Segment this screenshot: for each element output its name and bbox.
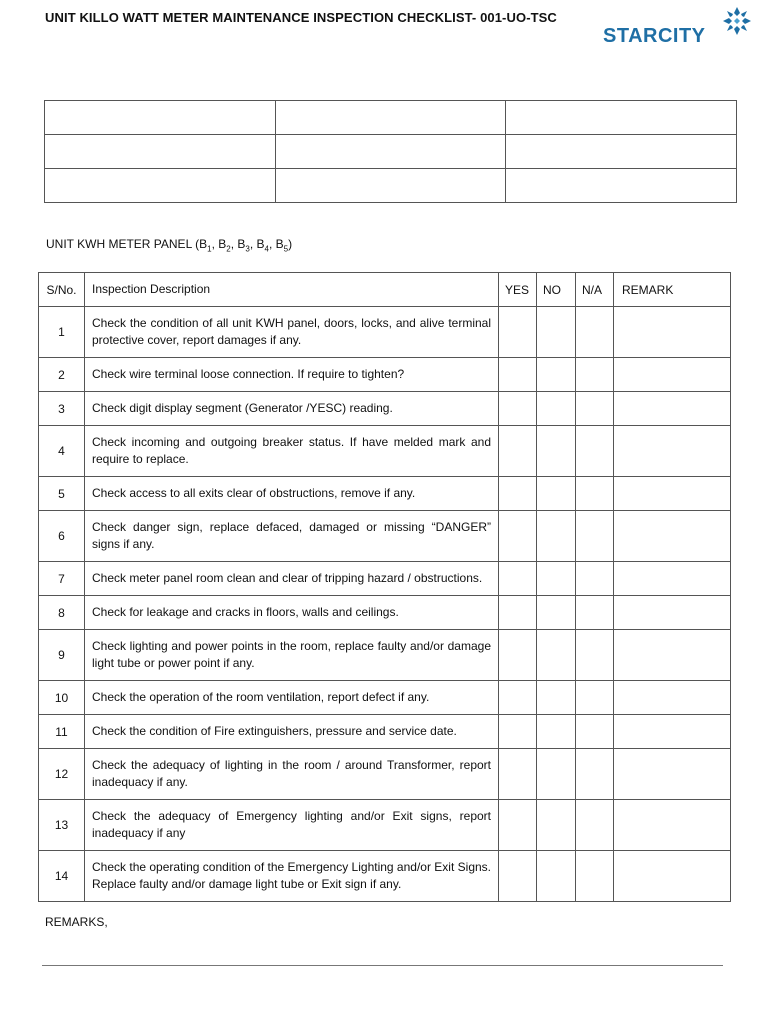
row-yes-cell[interactable] [499, 511, 537, 562]
row-sn: 13 [39, 800, 85, 851]
row-no-cell[interactable] [537, 562, 576, 596]
info-cell[interactable] [506, 101, 737, 135]
row-remark-cell[interactable] [614, 477, 731, 511]
row-na-cell[interactable] [576, 851, 614, 902]
header-na: N/A [576, 273, 614, 307]
checklist-row [39, 477, 731, 511]
subscript: 2 [226, 244, 231, 254]
info-row [45, 135, 737, 169]
row-remark-cell[interactable] [614, 358, 731, 392]
inspection-checklist-table [38, 272, 731, 902]
row-remark-cell[interactable] [614, 630, 731, 681]
info-cell[interactable] [275, 135, 506, 169]
row-sn: 6 [39, 511, 85, 562]
row-na-cell[interactable] [576, 749, 614, 800]
row-sn: 9 [39, 630, 85, 681]
info-row [45, 101, 737, 135]
row-remark-cell[interactable] [614, 851, 731, 902]
row-description: Check for leakage and cracks in floors, walls and ceilings. [85, 596, 499, 630]
row-description: Check danger sign, replace defaced, damaged or missing “DANGER” signs if any. [85, 511, 499, 562]
checklist-row [39, 426, 731, 477]
section-title-prefix: UNIT KWH METER PANEL (B [46, 237, 208, 251]
info-cell[interactable] [506, 169, 737, 203]
checklist-row [39, 749, 731, 800]
row-no-cell[interactable] [537, 715, 576, 749]
row-na-cell[interactable] [576, 511, 614, 562]
subscript: 5 [283, 244, 289, 254]
row-description: Check the operating condition of the Emergency Lighting and/or Exit Signs. Replace faulty and/or damage light tube or Exit sign if any. [85, 851, 499, 902]
row-description: Check the operation of the room ventilation, report defect if any. [85, 681, 499, 715]
document-title: UNIT KILLO WATT METER MAINTENANCE INSPECTION CHECKLIST- 001-UO-TSC [45, 10, 557, 25]
row-yes-cell[interactable] [499, 477, 537, 511]
row-na-cell[interactable] [576, 392, 614, 426]
row-remark-cell[interactable] [614, 596, 731, 630]
subscript: 1 [207, 244, 212, 254]
row-remark-cell[interactable] [614, 749, 731, 800]
row-sn: 4 [39, 426, 85, 477]
row-sn: 5 [39, 477, 85, 511]
section-title: UNIT KWH METER PANEL ($B_1$, $B_2$, $B_3$, $B_4$, $B_5$) [46, 237, 293, 254]
starcity-logo [603, 5, 753, 49]
info-cell[interactable] [506, 135, 737, 169]
row-na-cell[interactable] [576, 562, 614, 596]
row-na-cell[interactable] [576, 681, 614, 715]
row-yes-cell[interactable] [499, 851, 537, 902]
row-yes-cell[interactable] [499, 307, 537, 358]
checklist-row [39, 511, 731, 562]
info-cell[interactable] [275, 169, 506, 203]
info-cell[interactable] [45, 101, 276, 135]
row-description: Check the condition of all unit KWH panel, doors, locks, and alive terminal protective cover, report damages if any. [85, 307, 499, 358]
row-yes-cell[interactable] [499, 426, 537, 477]
header-yes: YES [499, 273, 537, 307]
row-no-cell[interactable] [537, 358, 576, 392]
row-na-cell[interactable] [576, 800, 614, 851]
checklist-row [39, 800, 731, 851]
row-no-cell[interactable] [537, 681, 576, 715]
row-yes-cell[interactable] [499, 596, 537, 630]
header-remark: REMARK [614, 273, 731, 307]
row-description: Check the condition of Fire extinguishers, pressure and service date. [85, 715, 499, 749]
row-sn: 8 [39, 596, 85, 630]
row-no-cell[interactable] [537, 392, 576, 426]
row-sn: 11 [39, 715, 85, 749]
checklist-row [39, 851, 731, 902]
row-remark-cell[interactable] [614, 307, 731, 358]
row-sn: 3 [39, 392, 85, 426]
row-description: Check access to all exits clear of obstructions, remove if any. [85, 477, 499, 511]
row-na-cell[interactable] [576, 630, 614, 681]
header-no: NO [537, 273, 576, 307]
checklist-row [39, 307, 731, 358]
row-sn: 2 [39, 358, 85, 392]
row-yes-cell[interactable] [499, 392, 537, 426]
info-cell[interactable] [275, 101, 506, 135]
row-sn: 10 [39, 681, 85, 715]
row-yes-cell[interactable] [499, 681, 537, 715]
row-yes-cell[interactable] [499, 800, 537, 851]
row-remark-cell[interactable] [614, 800, 731, 851]
row-sn: 7 [39, 562, 85, 596]
header-row [39, 273, 731, 307]
row-na-cell[interactable] [576, 715, 614, 749]
row-yes-cell[interactable] [499, 630, 537, 681]
logo-text: STARCITY [603, 25, 706, 47]
row-remark-cell[interactable] [614, 392, 731, 426]
checklist-row [39, 596, 731, 630]
row-sn: 14 [39, 851, 85, 902]
remarks-line[interactable] [42, 965, 723, 966]
row-na-cell[interactable] [576, 307, 614, 358]
row-description: Check incoming and outgoing breaker status. If have melded mark and require to replace. [85, 426, 499, 477]
row-na-cell[interactable] [576, 477, 614, 511]
checklist-row [39, 562, 731, 596]
checklist-row [39, 630, 731, 681]
header-description: Inspection Description [85, 273, 499, 307]
row-remark-cell[interactable] [614, 511, 731, 562]
row-no-cell[interactable] [537, 307, 576, 358]
row-remark-cell[interactable] [614, 562, 731, 596]
row-description: Check the adequacy of Emergency lighting and/or Exit signs, report inadequacy if any [85, 800, 499, 851]
row-yes-cell[interactable] [499, 562, 537, 596]
row-no-cell[interactable] [537, 596, 576, 630]
row-yes-cell[interactable] [499, 749, 537, 800]
row-na-cell[interactable] [576, 426, 614, 477]
row-remark-cell[interactable] [614, 426, 731, 477]
checklist-row [39, 358, 731, 392]
row-no-cell[interactable] [537, 511, 576, 562]
row-no-cell[interactable] [537, 800, 576, 851]
row-yes-cell[interactable] [499, 358, 537, 392]
row-no-cell[interactable] [537, 749, 576, 800]
subscript: 4 [264, 244, 269, 254]
row-description: Check lighting and power points in the room, replace faulty and/or damage light tube or power point if any. [85, 630, 499, 681]
row-no-cell[interactable] [537, 426, 576, 477]
row-description: Check the adequacy of lighting in the room / around Transformer, report inadequacy if any. [85, 749, 499, 800]
row-no-cell[interactable] [537, 630, 576, 681]
row-description: Check digit display segment (Generator /YESC) reading. [85, 392, 499, 426]
row-no-cell[interactable] [537, 851, 576, 902]
subscript: 3 [245, 244, 250, 254]
info-cell[interactable] [45, 135, 276, 169]
info-row [45, 169, 737, 203]
row-remark-cell[interactable] [614, 715, 731, 749]
checklist-row [39, 392, 731, 426]
row-description: Check meter panel room clean and clear of tripping hazard / obstructions. [85, 562, 499, 596]
row-description: Check wire terminal loose connection. If require to tighten? [85, 358, 499, 392]
header-sn: S/No. [39, 273, 85, 307]
remarks-label: REMARKS, [45, 915, 108, 929]
row-no-cell[interactable] [537, 477, 576, 511]
checklist-row [39, 681, 731, 715]
checklist-row [39, 715, 731, 749]
row-yes-cell[interactable] [499, 715, 537, 749]
row-remark-cell[interactable] [614, 681, 731, 715]
info-cell[interactable] [45, 169, 276, 203]
row-sn: 1 [39, 307, 85, 358]
row-sn: 12 [39, 749, 85, 800]
row-na-cell[interactable] [576, 358, 614, 392]
info-table [44, 100, 737, 203]
star-logo-icon [721, 5, 753, 37]
row-na-cell[interactable] [576, 596, 614, 630]
